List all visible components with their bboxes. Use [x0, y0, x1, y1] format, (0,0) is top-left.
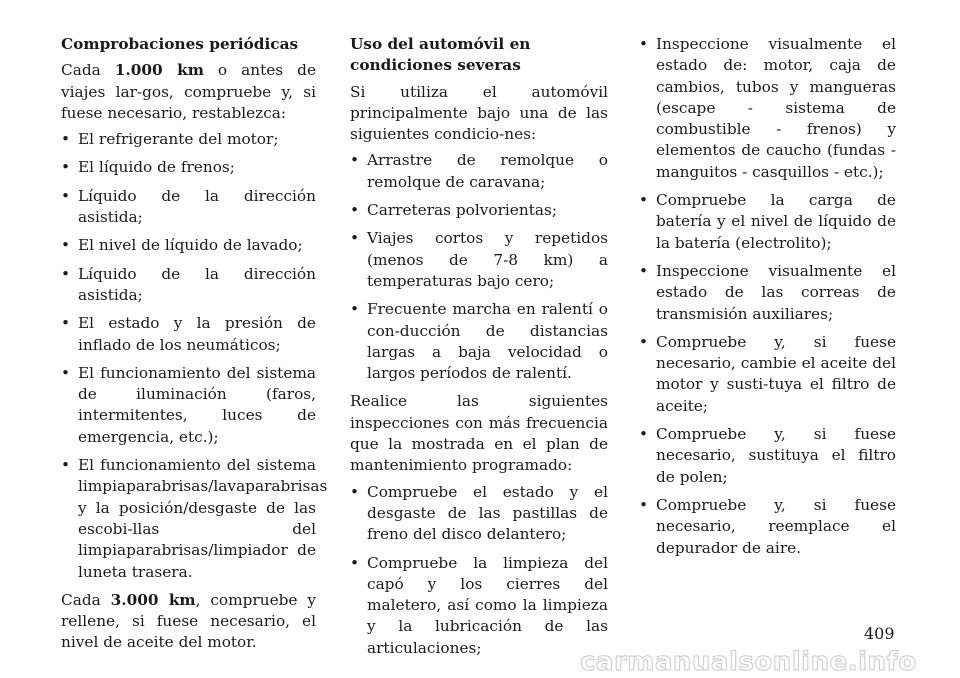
list-item: • Líquido de la dirección asistida;: [61, 186, 316, 229]
outro-prefix: Cada: [61, 590, 111, 609]
intro-distance: 1.000 km: [114, 61, 204, 80]
list-item: • Arrastre de remolque o remolque de caravana;: [350, 150, 608, 193]
inspections-paragraph: Realice las siguientes inspecciones con más frecuencia que la mostrada en el plan de mantenimiento programado:: [350, 392, 608, 475]
list-item: • Inspeccione visualmente el estado de las correas de transmisión auxiliares;: [639, 261, 896, 325]
list-item: • Compruebe y, si fuese necesario, cambie el aceite del motor y susti-tuya el filtro de aceite;: [639, 332, 896, 417]
list-item: • Frecuente marcha en ralentí o con-ducción de distancias largas a baja velocidad o largos períodos de ralentí.: [350, 299, 608, 384]
periodic-checks-list: [61, 129, 328, 583]
list-item: • El funcionamiento del sistema limpiaparabrisas/lavaparabrisas y la posición/desgaste de las escobi-llas del limpiaparabrisas/limpiador de luneta trasera.: [61, 455, 316, 583]
list-item: • Inspeccione visualmente el estado de: motor, caja de cambios, tubos y mangueras (escape - sistema de combustible - frenos) y elementos de caucho (fundas - manguitos - casquillos - etc.);: [639, 34, 896, 183]
list-item: • El refrigerante del motor;: [61, 129, 316, 150]
inspections-list-continued: [639, 34, 896, 559]
severe-intro-paragraph: Si utiliza el automóvil principalmente bajo una de las siguientes condicio-nes:: [350, 82, 608, 144]
outro-paragraph: [61, 590, 316, 654]
list-item: • Líquido de la dirección asistida;: [61, 264, 316, 307]
list-item: • Compruebe y, si fuese necesario, sustituya el filtro de polen;: [639, 424, 896, 488]
list-item: • Compruebe el estado y el desgaste de las pastillas de freno del disco delantero;: [350, 482, 608, 546]
section-heading-severe-conditions: Uso del automóvil en condiciones severas: [350, 35, 531, 75]
list-item: • Compruebe la carga de batería y el nivel de líquido de la batería (electrolito);: [639, 190, 896, 254]
inspections-list: [350, 482, 608, 659]
column-right: [639, 34, 896, 566]
severe-conditions-list: [350, 150, 608, 384]
list-item: • El nivel de líquido de lavado;: [61, 235, 316, 256]
outro-distance: 3.000 km: [110, 590, 196, 609]
section-heading-periodic-checks: Comprobaciones periódicas: [61, 35, 299, 53]
list-item: • Viajes cortos y repetidos (menos de 7-8 km) a temperaturas bajo cero;: [350, 228, 608, 292]
watermark: carmanualsonline.info: [580, 647, 917, 677]
list-item: • Carreteras polvorientas;: [350, 200, 608, 221]
list-item: • El funcionamiento del sistema de iluminación (faros, intermitentes, luces de emergencia, etc.);: [61, 363, 316, 448]
list-item: • Compruebe la limpieza del capó y los cierres del maletero, así como la limpieza y la lubricación de las articulaciones;: [350, 553, 608, 659]
list-item: • El estado y la presión de inflado de los neumáticos;: [61, 313, 316, 356]
page-number: 409: [864, 624, 895, 643]
list-item: • Compruebe y, si fuese necesario, reemplace el depurador de aire.: [639, 495, 896, 559]
outro-suffix: , compruebe y rellene, si fuese necesario, el nivel de aceite del motor.: [61, 590, 316, 652]
intro-prefix: Cada: [61, 61, 115, 80]
column-left: [61, 34, 328, 659]
column-middle: [350, 34, 608, 666]
intro-paragraph: [61, 60, 316, 124]
intro-suffix: o antes de viajes lar-gos, compruebe y, si fuese necesario, restablezca:: [61, 61, 316, 122]
list-item: • El líquido de frenos;: [61, 157, 316, 178]
